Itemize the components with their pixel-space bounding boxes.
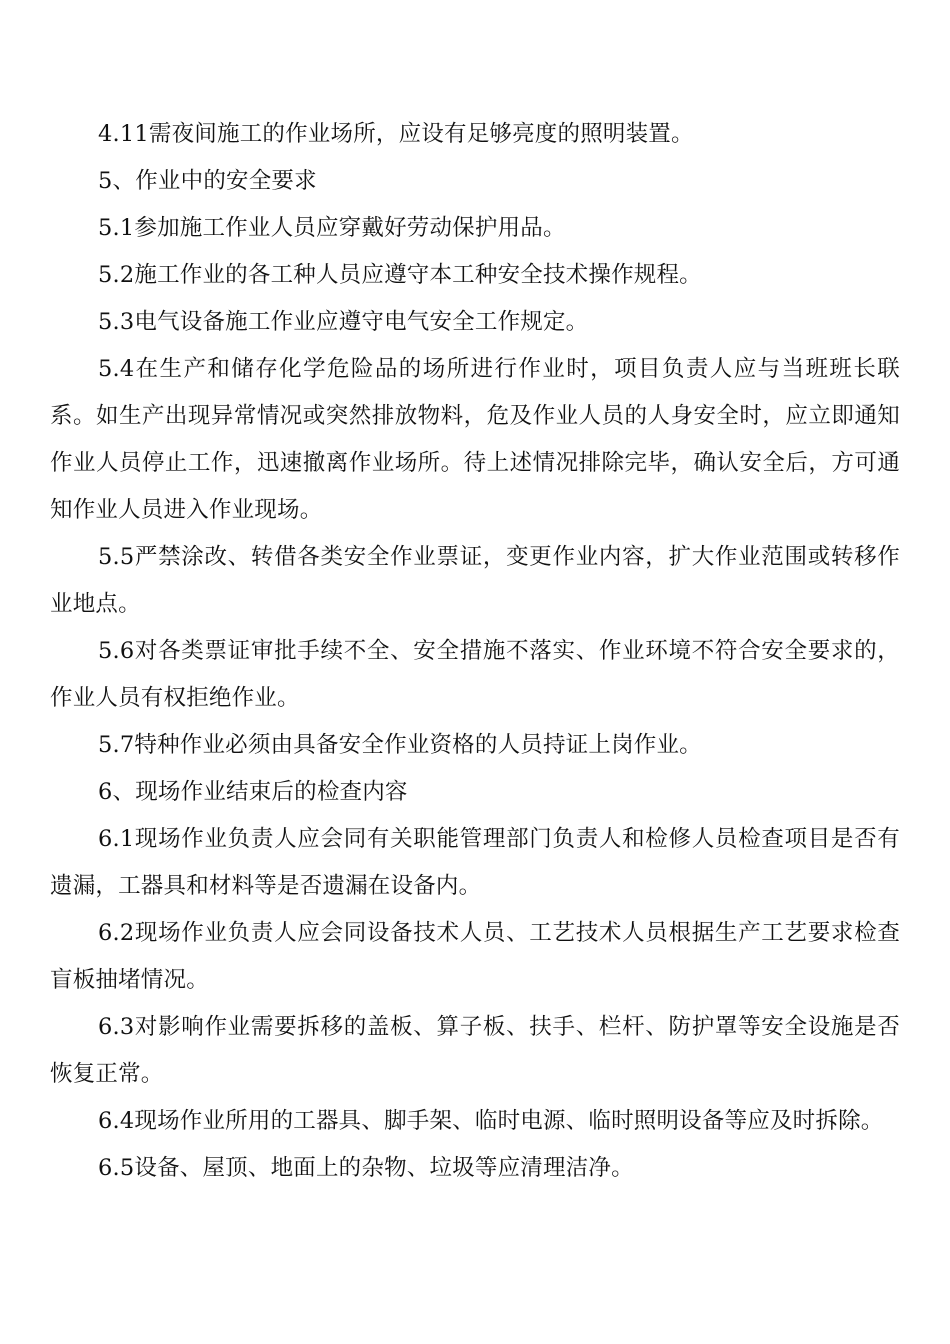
paragraph-5-3: 5.3电气设备施工作业应遵守电气安全工作规定。 <box>98 309 589 335</box>
paragraph-6-2: 6.2现场作业负责人应会同设备技术人员、工艺技术人员根据生产工艺要求检查盲板抽堵情况。 <box>50 920 900 993</box>
paragraph-4-11: 4.11需夜间施工的作业场所，应设有足够亮度的照明装置。 <box>98 121 694 147</box>
paragraph-5-1: 5.1参加施工作业人员应穿戴好劳动保护用品。 <box>98 215 566 241</box>
paragraph-6-1: 6.1现场作业负责人应会同有关职能管理部门负责人和检修人员检查项目是否有遗漏，工器具和材料等是否遗漏在设备内。 <box>50 826 900 899</box>
paragraph-5-6: 5.6对各类票证审批手续不全、安全措施不落实、作业环境不符合安全要求的，作业人员有权拒绝作业。 <box>50 638 900 711</box>
document-body <box>50 111 900 1192</box>
paragraph-5-4: 5.4在生产和储存化学危险品的场所进行作业时，项目负责人应与当班班长联系。如生产出现异常情况或突然排放物料，危及作业人员的人身安全时，应立即通知作业人员停止工作，迅速撤离作业场所。待上述情况排除完毕，确认安全后，方可通知作业人员进入作业现场。 <box>50 356 900 523</box>
paragraph-5-2: 5.2施工作业的各工种人员应遵守本工种安全技术操作规程。 <box>98 262 702 288</box>
paragraph-5-7: 5.7特种作业必须由具备安全作业资格的人员持证上岗作业。 <box>98 732 702 758</box>
paragraph-6-5: 6.5设备、屋顶、地面上的杂物、垃圾等应清理洁净。 <box>98 1155 634 1181</box>
paragraph-6-3: 6.3对影响作业需要拆移的盖板、算子板、扶手、栏杆、防护罩等安全设施是否恢复正常。 <box>50 1014 900 1087</box>
section-heading-6: 6、现场作业结束后的检查内容 <box>98 779 408 805</box>
paragraph-5-5: 5.5严禁涂改、转借各类安全作业票证，变更作业内容，扩大作业范围或转移作业地点。 <box>50 544 900 617</box>
section-heading-5: 5、作业中的安全要求 <box>98 168 317 194</box>
paragraph-6-4: 6.4现场作业所用的工器具、脚手架、临时电源、临时照明设备等应及时拆除。 <box>98 1108 884 1134</box>
